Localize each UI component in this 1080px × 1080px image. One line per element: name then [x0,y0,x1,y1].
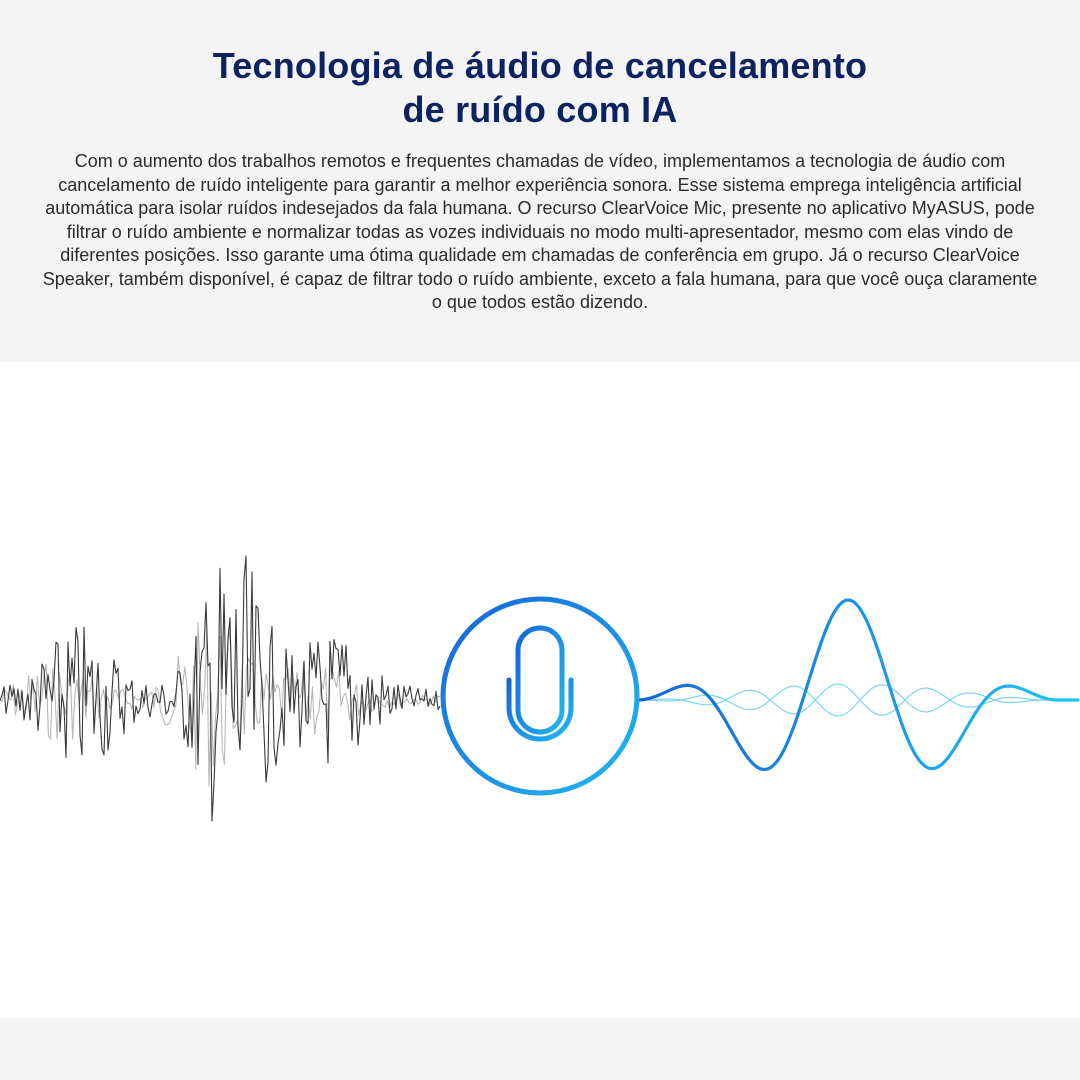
microphone-badge [443,599,637,793]
noise-cancellation-illustration [0,362,1080,1018]
illustration-canvas [0,362,1080,1018]
page-title-line-1: Tecnologia de áudio de cancelamento [212,45,868,86]
intro-panel [0,0,1080,362]
page-title-line-2: de ruído com IA [402,89,678,130]
description-paragraph: Com o aumento dos trabalhos remotos e frequentes chamadas de vídeo, implementamos a tecnologia de áudio com cancelamento de ruído inteligente para garantir a melhor experiência sonora. Esse sistema emprega inteligência artificial automática para isolar ruídos indesejados da fala humana. O recurso ClearVoice Mic, presente no aplicativo MyASUS, pode filtrar o ruído ambiente e normalizar todas as vozes individuais no modo multi-apresentador, mesmo com elas vindo de diferentes posições. Isso garante uma ótima qualidade em chamadas de conferência em grupo. Já o recurso ClearVoice Speaker, também disponível, é capaz de filtrar todo o ruído ambiente, exceto a fala humana, para que você ouça claramente o que todos estão dizendo. [42,151,1038,312]
clean-waveform [638,600,1078,770]
noisy-waveform-dark [0,556,440,821]
footer-band [0,1018,1080,1080]
page-title [0,44,1080,132]
